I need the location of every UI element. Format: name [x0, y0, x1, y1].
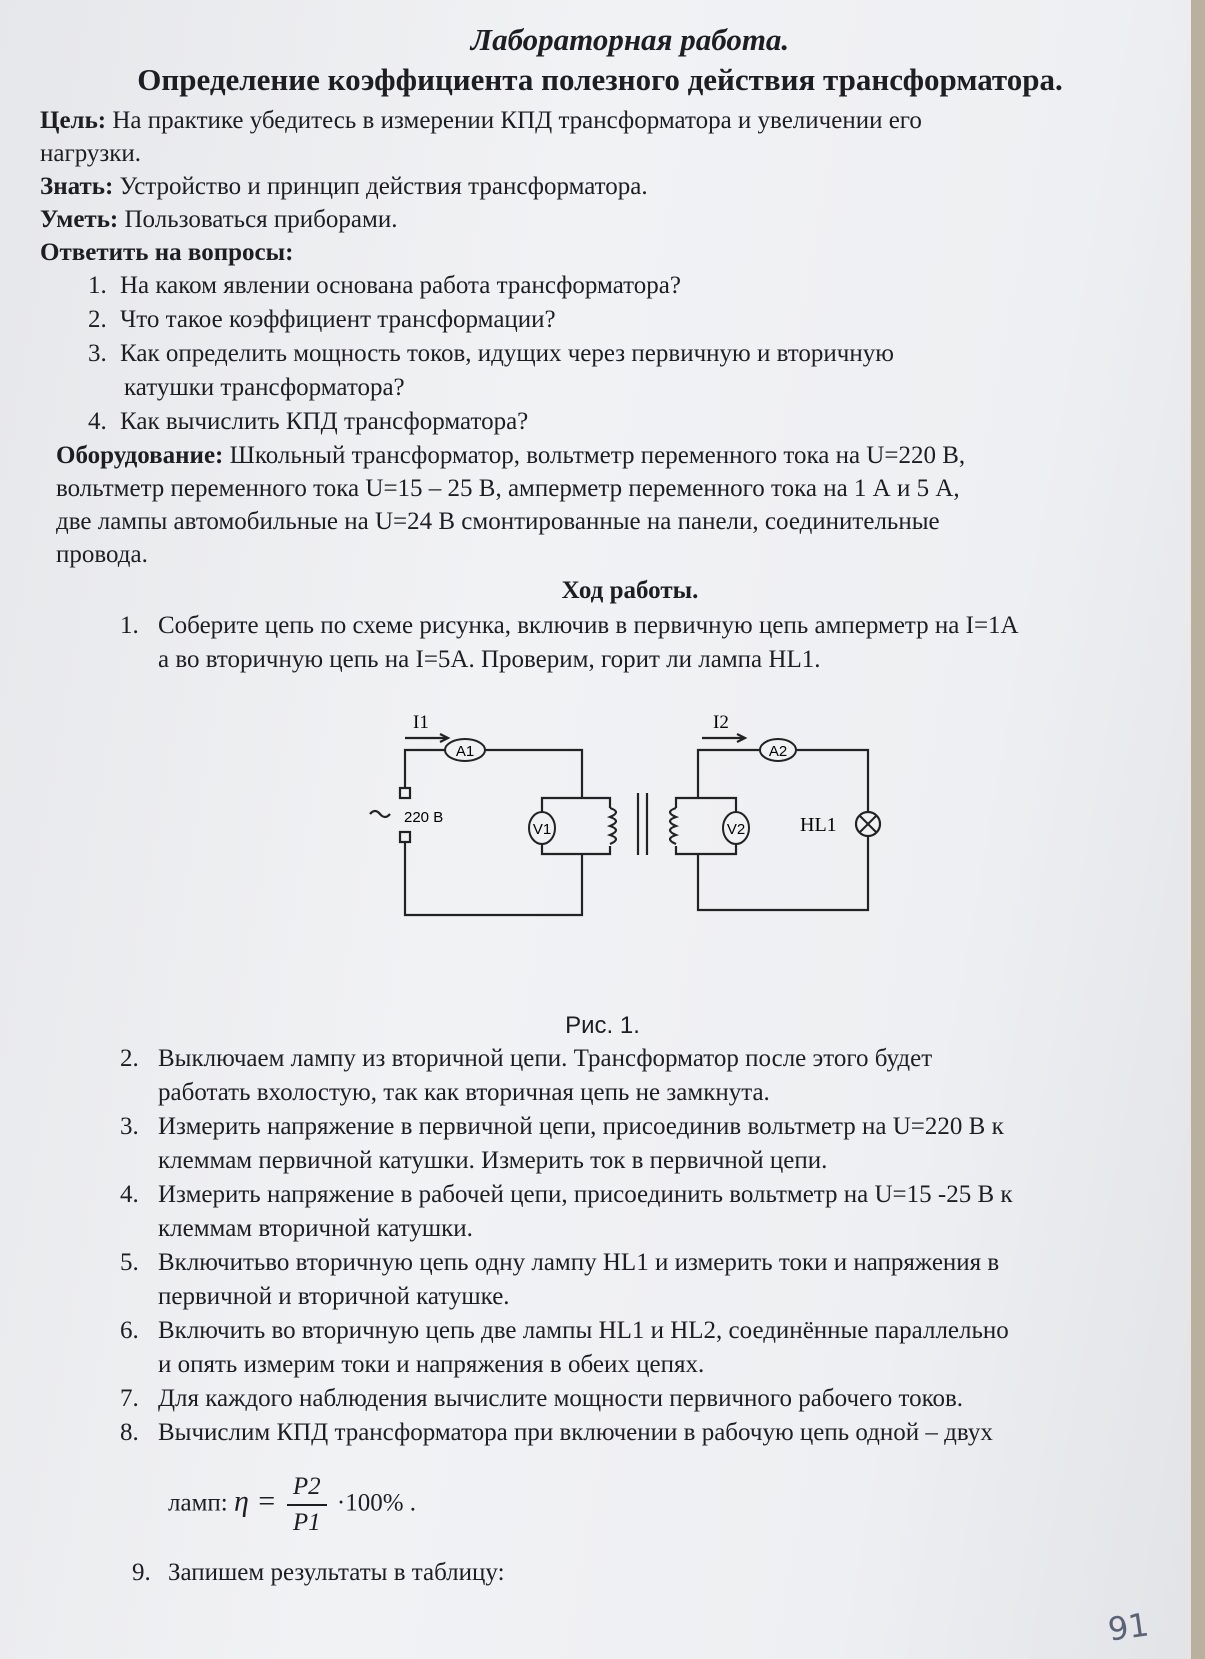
document-subtitle: Определение коэффициента полезного действия трансформатора.	[137, 62, 1063, 97]
a1-label: A1	[455, 743, 475, 760]
know-text: Устройство и принцип действия трансформатора.	[119, 173, 648, 200]
questions-label: Ответить на вопросы:	[40, 239, 294, 266]
list-item: 2. Выключаем лампу из вторичной цепи. Трансформатор после этого будет работать вхолостую, так как вторичная цепь не замкнута.	[120, 1045, 933, 1106]
list-item: 3. Как определить мощность токов, идущих через первичную и вторичную катушки трансформатора?	[88, 340, 894, 401]
know-line	[40, 170, 1160, 203]
formula-numerator: P2	[287, 1470, 327, 1506]
voltmeter-v2	[723, 812, 749, 844]
goal-line	[40, 104, 1160, 137]
equipment-line-3: две лампы автомобильные на U=24 В смонтированные на панели, соединительные	[56, 508, 940, 535]
formula-prefix: ламп:	[168, 1489, 228, 1517]
procedure-heading: Ход работы.	[561, 577, 699, 604]
lamp-label: HL1	[800, 814, 837, 836]
formula-fraction	[287, 1470, 327, 1540]
equipment-label: Оборудование:	[56, 442, 224, 469]
list-item: 2. Что такое коэффициент трансформации?	[88, 306, 556, 333]
formula-suffix: ·100% .	[336, 1489, 417, 1517]
know-label: Знать:	[40, 173, 114, 200]
document-title: Лабораторная работа.	[470, 22, 790, 57]
able-text: Пользоваться приборами.	[124, 206, 398, 233]
a2-label: A2	[768, 743, 788, 760]
i1-label: I1	[413, 712, 429, 733]
list-item: 4. Измерить напряжение в рабочей цепи, присоединить вольтметр на U=15 -25 В к клеммам вторичной катушки.	[120, 1181, 1013, 1242]
formula-eta: η =	[233, 1484, 277, 1518]
procedure-steps	[40, 1042, 1170, 1590]
document-body	[40, 22, 1160, 677]
step-9: 9. Запишем результаты в таблицу:	[132, 1559, 505, 1586]
lamp-hl1-icon	[856, 812, 880, 836]
list-item: 6. Включить во вторичную цепь две лампы HL1 и HL2, соединённые параллельно и опять измерим токи и напряжения в обеих цепях.	[120, 1317, 1009, 1378]
able-line	[40, 203, 1160, 236]
efficiency-formula	[40, 1470, 1170, 1546]
questions-list	[40, 269, 1160, 439]
v2-label: V2	[726, 821, 746, 838]
list-item: 1. На каком явлении основана работа трансформатора?	[88, 272, 681, 299]
goal-line-2: нагрузки.	[40, 140, 142, 167]
page-number: 91	[1105, 1605, 1152, 1649]
circuit-diagram	[0, 690, 1205, 950]
list-item: 3. Измерить напряжение в первичной цепи, присоединив вольтметр на U=220 В к клеммам первичной катушки. Измерить ток в первичной цепи.	[120, 1113, 1004, 1174]
equipment-line-4: провода.	[56, 541, 148, 568]
source-label: 220 В	[404, 809, 444, 826]
list-item: 1. Соберите цепь по схеме рисунка, включив в первичную цепь амперметр на I=1А а во вторичную цепь на I=5А. Проверим, горит ли лампа HL1.	[120, 612, 1019, 673]
list-item: 4. Как вычислить КПД трансформатора?	[88, 408, 529, 435]
voltmeter-v1	[529, 812, 555, 844]
procedure-step-1	[40, 609, 1160, 677]
able-label: Уметь:	[40, 206, 119, 233]
list-item: 7. Для каждого наблюдения вычислите мощности первичного рабочего токов.	[120, 1385, 964, 1412]
ammeter-a2	[760, 739, 796, 761]
v1-label: V1	[532, 821, 552, 838]
goal-text: На практике убедитесь в измерении КПД трансформатора и увеличении его	[112, 107, 922, 134]
equipment-line-2: вольтметр переменного тока U=15 – 25 В, амперметр переменного тока на 1 А и 5 А,	[56, 475, 960, 502]
list-item: 5. Включитьво вторичную цепь одну лампу HL1 и измерить токи и напряжения в первичной и вторичной катушке.	[120, 1249, 1000, 1310]
i2-label: I2	[713, 712, 729, 733]
goal-label: Цель:	[40, 107, 107, 134]
equipment-line-1: Оборудование: Школьный трансформатор, вольтметр переменного тока на U=220 В,	[56, 442, 966, 469]
list-item: 8. Вычислим КПД трансформатора при включении в рабочую цепь одной – двух	[120, 1419, 993, 1446]
formula-denominator: P1	[292, 1509, 321, 1536]
figure-caption: Рис. 1.	[565, 1012, 640, 1039]
ammeter-a1	[445, 739, 485, 761]
